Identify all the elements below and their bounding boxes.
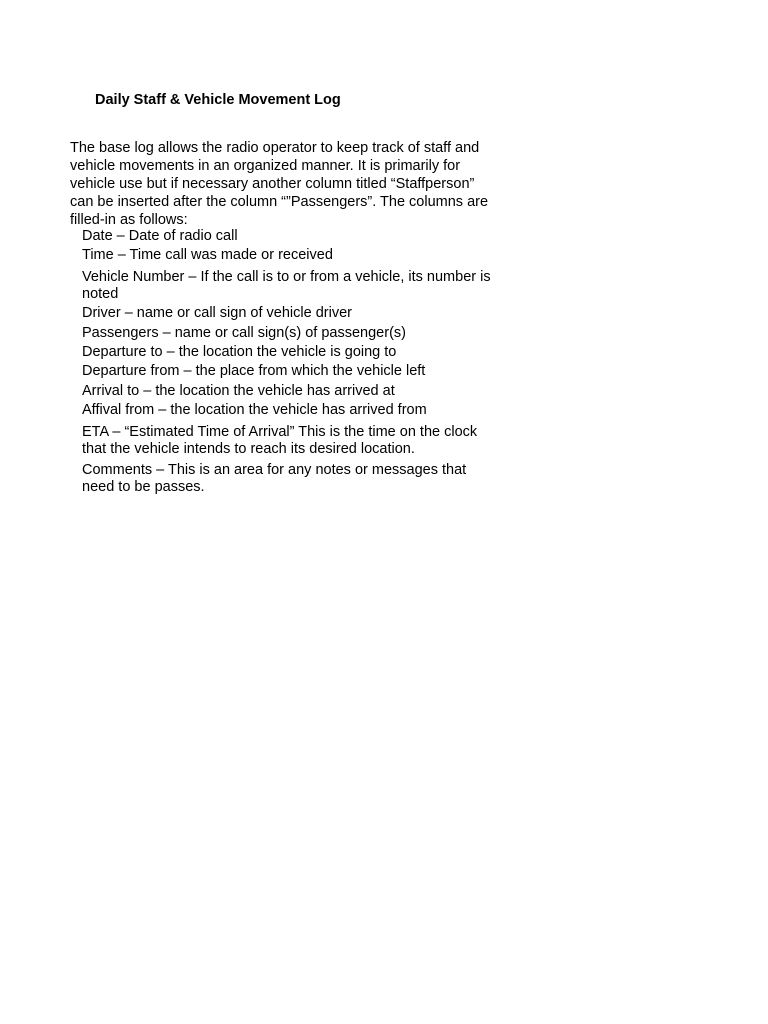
list-item-text: need to be passes. [82,479,205,495]
list-item-vehicle-number [82,269,491,303]
list-item-departure-to [82,344,396,361]
list-item-text: Vehicle Number – If the call is to or from a vehicle, its number is [82,269,491,285]
list-item-departure-from [82,363,425,380]
list-item-text: Departure to – the location the vehicle is going to [82,344,397,360]
list-item-arrival-to [82,383,395,400]
intro-line: vehicle movements in an organized manner. It is primarily for [70,158,461,174]
document-title: Daily Staff & Vehicle Movement Log [95,92,341,108]
list-item-text: ETA – “Estimated Time of Arrival” This is the time on the clock [82,424,478,440]
intro-line: filled-in as follows: [70,212,188,228]
list-item-text: Date – Date of radio call [82,228,238,244]
list-item-time [82,247,333,264]
list-item-text: that the vehicle intends to reach its desired location. [82,441,415,457]
list-item-driver [82,305,352,322]
intro-line: can be inserted after the column “”Passengers”. The columns are [70,194,489,210]
list-item-text: Affival from – the location the vehicle has arrived from [82,402,427,418]
intro-line: The base log allows the radio operator to keep track of staff and [70,140,480,156]
list-item-comments [82,462,466,496]
list-item-arrival-from [82,402,427,419]
list-item-text: Arrival to – the location the vehicle has arrived at [82,383,395,399]
intro-paragraph [70,139,520,229]
list-item-date [82,228,238,245]
list-item-text: Comments – This is an area for any notes or messages that [82,462,467,478]
intro-line: vehicle use but if necessary another column titled “Staffperson” [70,176,475,192]
list-item-text: noted [82,286,119,302]
list-item-passengers [82,325,406,342]
list-item-text: Time – Time call was made or received [82,247,333,263]
list-item-text: Departure from – the place from which the vehicle left [82,363,426,379]
list-item-text: Driver – name or call sign of vehicle driver [82,305,352,321]
list-item-eta [82,424,477,458]
list-item-text: Passengers – name or call sign(s) of passenger(s) [82,325,406,341]
